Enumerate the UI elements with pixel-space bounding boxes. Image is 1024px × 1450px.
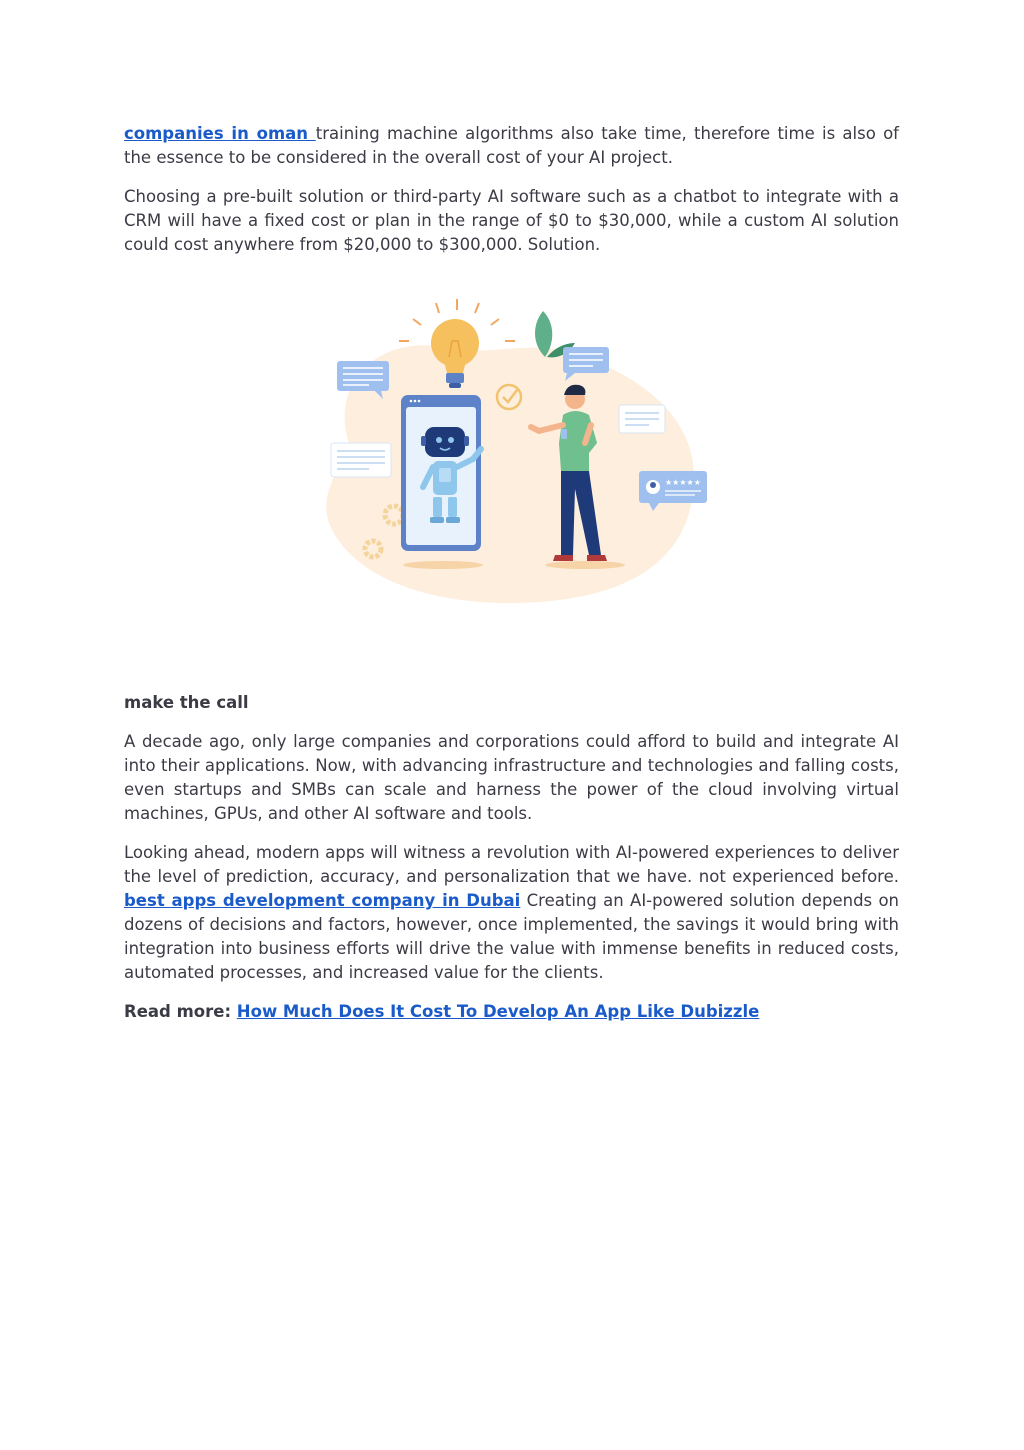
illustration-svg <box>309 293 709 609</box>
pricing-paragraph: Choosing a pre-built solution or third-party AI software such as a chatbot to integrate with a CRM will have a fixed cost or plan in the range of $0 to $30,000, while a custom AI solution could cost anywhere from $20,000 to $300,000. Solution. <box>124 187 899 254</box>
history-paragraph: A decade ago, only large companies and corporations could afford to build and integrate AI into their applications. Now, with advancing infrastructure and technologies and falling costs, even startups and SMBs can scale and harness the power of the cloud involving virtual machines, GPUs, and other AI software and tools. <box>124 732 899 823</box>
outlook-text-after: Creating an AI-powered solution depends on dozens of decisions and factors, however, once implemented, the savings it would bring with integration into business efforts will drive the value with immense benefits in reduced costs, automated processes, and increased value for the clients. <box>124 891 900 982</box>
companies-in-oman-link[interactable]: companies in oman <box>124 124 316 143</box>
read-more-paragraph <box>124 1000 899 1024</box>
chat-bubble-icon <box>331 443 391 477</box>
read-more-link[interactable]: How Much Does It Cost To Develop An App Like Dubizzle <box>236 1002 760 1021</box>
outlook-paragraph <box>124 841 899 985</box>
intro-text: training machine algorithms also take time, therefore time is also of the essence to be considered in the overall cost of your AI project. <box>124 124 899 167</box>
document-body <box>124 122 899 1024</box>
outlook-text-before: Looking ahead, modern apps will witness a revolution with AI-powered experiences to deliver the level of prediction, accuracy, and personalization that we have. not experienced before. <box>124 843 899 886</box>
section-heading: make the call <box>124 693 249 712</box>
svg-text:★★★★★: ★★★★★ <box>665 478 701 487</box>
chat-bubble-icon <box>619 405 665 433</box>
ai-chatbot-illustration <box>124 293 899 653</box>
best-apps-development-company-link[interactable]: best apps development company in Dubai <box>124 891 521 910</box>
intro-paragraph <box>124 122 899 170</box>
read-more-label: Read more: <box>124 1002 237 1021</box>
